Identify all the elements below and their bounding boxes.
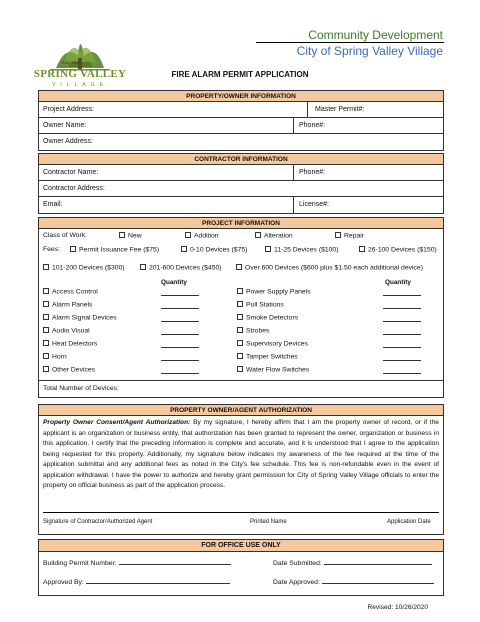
quantity-input[interactable]: [161, 334, 199, 335]
contractor-address-row[interactable]: [39, 181, 443, 197]
checkbox-icon: [237, 353, 243, 359]
quantity-header-right: Quantity: [385, 279, 411, 286]
checkbox-icon: [43, 340, 49, 346]
checkbox-icon: [43, 314, 49, 320]
checkbox-icon: [237, 327, 243, 333]
total-divider: [39, 380, 443, 381]
checkbox-icon: [237, 366, 243, 372]
authorization-lead: Property Owner Consent/Agent Authorization:: [43, 419, 191, 426]
quantity-input[interactable]: [161, 360, 199, 361]
checkbox-icon: [237, 340, 243, 346]
checkbox-icon: [237, 301, 243, 307]
logo-est: EST. 1955: [62, 60, 81, 65]
left-device-checkbox[interactable]: Horn: [43, 353, 67, 361]
checkbox-icon: [237, 314, 243, 320]
quantity-input[interactable]: [383, 347, 421, 348]
owner-name-row[interactable]: [39, 118, 443, 134]
fee-permit-issuance-checkbox[interactable]: Permit Issuance Fee ($75): [70, 246, 159, 254]
class-addition-checkbox[interactable]: Addition: [185, 232, 219, 240]
project-section: [38, 217, 444, 398]
right-device-checkbox[interactable]: Smoke Detectors: [237, 314, 298, 322]
right-device-checkbox[interactable]: Strobes: [237, 327, 269, 335]
checkbox-icon: [181, 246, 187, 252]
left-device-checkbox[interactable]: Audio Visual: [43, 327, 90, 335]
city-name: City of Spring Valley Village: [296, 44, 443, 58]
project-address-row[interactable]: [39, 102, 443, 118]
authorization-statement: [39, 416, 443, 494]
checkbox-icon: [140, 264, 146, 270]
checkbox-icon: [43, 327, 49, 333]
checkbox-icon: [359, 246, 365, 252]
department-name: Community Development: [308, 28, 443, 42]
contractor-section: [38, 153, 444, 214]
checkbox-icon: [43, 366, 49, 372]
checkbox-icon: [335, 232, 341, 238]
application-date-label: Application Date: [387, 519, 431, 525]
quantity-input[interactable]: [161, 321, 199, 322]
owner-address-row[interactable]: [39, 134, 443, 150]
contractor-name-row[interactable]: [39, 165, 443, 181]
checkbox-icon: [43, 264, 49, 270]
owner-address-label: Owner Address:: [43, 138, 93, 145]
class-alteration-checkbox[interactable]: Alteration: [255, 232, 293, 240]
quantity-input[interactable]: [383, 321, 421, 322]
owner-name-label: Owner Name:: [43, 122, 87, 129]
fee-over-600-checkbox[interactable]: Over 600 Devices ($600 plus $1.50 each additional device): [236, 264, 423, 272]
left-device-checkbox[interactable]: Heat Detectors: [43, 340, 97, 348]
contractor-name-label: Contractor Name:: [43, 169, 99, 176]
contractor-phone-label: Phone#:: [299, 169, 326, 176]
printed-name-label: Printed Name: [250, 519, 287, 525]
checkbox-icon: [43, 301, 49, 307]
building-permit-number-field[interactable]: Building Permit Number:: [43, 560, 231, 567]
checkbox-icon: [236, 264, 242, 270]
signature-label: Signature of Contractor/Authorized Agent: [43, 519, 153, 525]
master-permit-label: Master Permit#:: [315, 106, 365, 113]
left-device-checkbox[interactable]: Other Devices: [43, 366, 95, 374]
section-header: FOR OFFICE USE ONLY: [39, 540, 443, 552]
right-device-checkbox[interactable]: Pull Stations: [237, 301, 284, 309]
right-device-checkbox[interactable]: Supervisory Devices: [237, 340, 308, 348]
header-divider: [256, 42, 444, 43]
checkbox-icon: [119, 232, 125, 238]
left-device-checkbox[interactable]: Access Control: [43, 288, 98, 296]
fee-11-25-checkbox[interactable]: 11-25 Devices ($100): [265, 246, 338, 254]
quantity-input[interactable]: [161, 295, 199, 296]
left-device-checkbox[interactable]: Alarm Signal Devices: [43, 314, 117, 322]
fee-0-10-checkbox[interactable]: 0-10 Devices ($75): [181, 246, 247, 254]
quantity-input[interactable]: [383, 334, 421, 335]
section-header: PROPERTY/OWNER INFORMATION: [39, 91, 443, 102]
date-approved-field[interactable]: Date Approved:: [273, 579, 434, 586]
checkbox-icon: [237, 288, 243, 294]
section-header: PROJECT INFORMATION: [39, 218, 443, 229]
quantity-input[interactable]: [161, 308, 199, 309]
logo-subtitle: VILLAGE: [52, 82, 108, 88]
authorization-body: By my signature, I hereby affirm that I am the property owner of record, or if the applicant is an organization or business entity, that authorization has been granted to represent the owner, organization or business in this application. I certify that the preceding information is complete and accurate, and it is understood that I agree to the application being requested for this property. Additionally, my signature below indicates my awareness of the fee required at the time of the application submittal and any additional fees as noted in the City's fee schedule. This fee is non-refundable even in the event of application withdrawal. I have the power to authorize and hereby grant permission for City of Spring Valley Village officials to enter the property on official business as part of the application process.: [43, 419, 439, 489]
quantity-input[interactable]: [383, 295, 421, 296]
fee-201-600-checkbox[interactable]: 201-600 Devices ($450): [140, 264, 222, 272]
checkbox-icon: [43, 288, 49, 294]
date-submitted-field[interactable]: Date Submitted:: [273, 560, 432, 567]
office-use-section: [38, 539, 444, 596]
right-device-checkbox[interactable]: Tamper Switches: [237, 353, 298, 361]
total-devices-label: Total Number of Devices:: [43, 385, 119, 392]
contractor-email-row[interactable]: [39, 197, 443, 213]
left-device-checkbox[interactable]: Alarm Panels: [43, 301, 92, 309]
approved-by-field[interactable]: Approved By:: [43, 579, 230, 586]
quantity-input[interactable]: [383, 360, 421, 361]
right-device-checkbox[interactable]: Water Flow Switches: [237, 366, 309, 374]
fees-label: Fees:: [43, 246, 60, 253]
checkbox-icon: [43, 353, 49, 359]
authorization-section: [38, 404, 444, 535]
email-label: Email:: [43, 201, 63, 208]
right-device-checkbox[interactable]: Power Supply Panels: [237, 288, 311, 296]
checkbox-icon: [70, 246, 76, 252]
fee-101-200-checkbox[interactable]: 101-200 Devices ($300): [43, 264, 125, 272]
quantity-input[interactable]: [161, 347, 199, 348]
checkbox-icon: [255, 232, 261, 238]
quantity-input[interactable]: [161, 373, 199, 374]
checkbox-icon: [185, 232, 191, 238]
quantity-input[interactable]: [383, 308, 421, 309]
project-address-label: Project Address:: [43, 106, 94, 113]
section-header: CONTRACTOR INFORMATION: [39, 154, 443, 165]
class-of-work-label: Class of Work:: [43, 232, 88, 239]
license-label: License#:: [299, 201, 329, 208]
checkbox-icon: [265, 246, 271, 252]
class-repair-checkbox[interactable]: Repair: [335, 232, 364, 240]
contractor-address-label: Contractor Address:: [43, 185, 105, 192]
form-title: FIRE ALARM PERMIT APPLICATION: [171, 70, 309, 79]
section-header: PROPERTY OWNER/AGENT AUTHORIZATION: [39, 405, 443, 416]
property-owner-section: [38, 90, 444, 151]
quantity-header-left: Quantity: [161, 279, 187, 286]
fee-26-100-checkbox[interactable]: 26-100 Devices ($150): [359, 246, 437, 254]
class-new-checkbox[interactable]: New: [119, 232, 142, 240]
quantity-input[interactable]: [383, 373, 421, 374]
revised-date: Revised: 10/26/2020: [367, 604, 428, 611]
signature-line[interactable]: [43, 512, 439, 513]
owner-phone-label: Phone#:: [299, 122, 326, 129]
logo-name: SPRING VALLEY: [33, 68, 127, 80]
